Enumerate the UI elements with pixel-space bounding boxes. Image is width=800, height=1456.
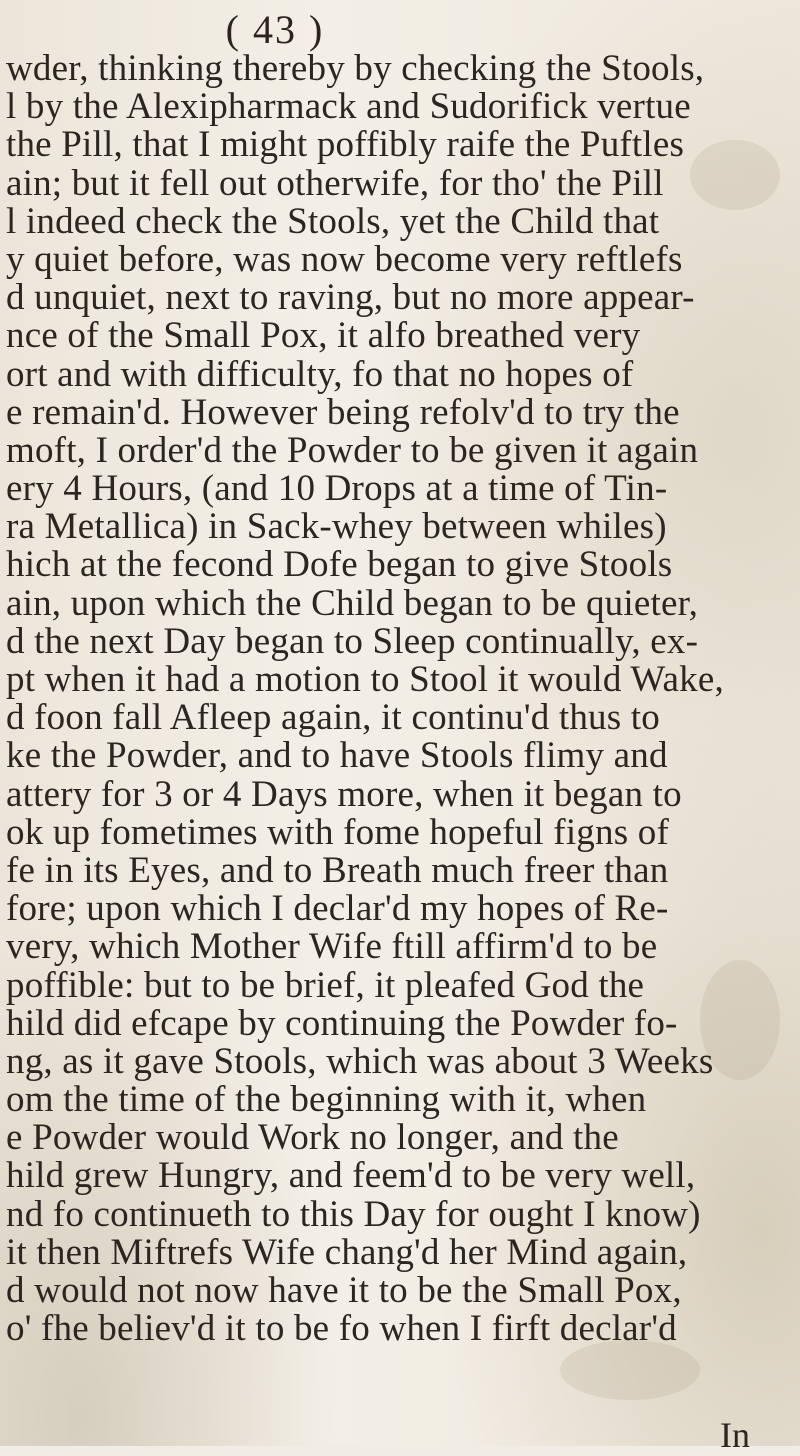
text-line: fore; upon which I declar'd my hopes of Re-: [6, 890, 669, 929]
text-line: e remain'd. However being refolv'd to try the: [6, 393, 680, 432]
text-line: ain, upon which the Child began to be quieter,: [6, 584, 699, 623]
text-line: o' fhe believ'd it to be fo when I firft declar'd: [6, 1310, 677, 1349]
text-line: om the time of the beginning with it, when: [6, 1081, 647, 1120]
body-text: [6, 50, 766, 1348]
text-line: l indeed check the Stools, yet the Child that: [6, 202, 660, 241]
text-line: d would not now have it to be the Small Pox,: [6, 1272, 682, 1311]
text-line: nd fo continueth to this Day for ought I know): [6, 1195, 701, 1234]
text-line: y quiet before, was now become very reftlefs: [6, 240, 683, 280]
text-line: attery for 3 or 4 Days more, when it began to: [6, 775, 682, 814]
catchword: In: [720, 1415, 750, 1455]
text-line: wder, thinking thereby by checking the Stools,: [6, 50, 705, 89]
text-line: ain; but it fell out otherwife, for tho' the Pill: [6, 164, 664, 203]
text-line: it then Miftrefs Wife chang'd her Mind again,: [6, 1233, 688, 1272]
text-line: fe in its Eyes, and to Breath much freer than: [6, 851, 669, 891]
text-line: nce of the Small Pox, it alfo breathed very: [6, 317, 641, 356]
page-footer: [0, 1414, 800, 1455]
text-line: ort and with difficulty, fo that no hopes of: [6, 355, 634, 394]
text-line: hild grew Hungry, and feem'd to be very well,: [6, 1157, 696, 1196]
text-line: hich at the fecond Dofe began to give Stools: [6, 546, 673, 585]
text-line: moft, I order'd the Powder to be given it again: [6, 431, 699, 471]
text-line: hild did efcape by continuing the Powder fo-: [6, 1004, 678, 1043]
text-line: ra Metallica) in Sack-whey between whiles): [6, 508, 667, 547]
text-line: l by the Alexipharmack and Sudorifick vertue: [6, 88, 691, 127]
text-line: very, which Mother Wife ftill affirm'd to be: [6, 928, 658, 967]
text-line: d foon fall Afleep again, it continu'd thus to: [6, 699, 660, 738]
text-line: pt when it had a motion to Stool it would Wake,: [6, 661, 724, 700]
text-line: ke the Powder, and to have Stools flimy and: [6, 737, 668, 776]
paper-stain: [560, 1340, 700, 1400]
text-line: d unquiet, next to raving, but no more appear-: [6, 279, 695, 318]
text-line: e Powder would Work no longer, and the: [6, 1119, 619, 1158]
text-line: the Pill, that I might poffibly raife the Puftles: [6, 126, 685, 165]
text-line: ok up fometimes with fome hopeful figns of: [6, 813, 669, 852]
page-number: ( 43 ): [225, 7, 325, 52]
text-line: ery 4 Hours, (and 10 Drops at a time of Tin-: [6, 470, 668, 509]
text-line: d the next Day began to Sleep continually, ex-: [6, 622, 699, 661]
text-line: ng, as it gave Stools, which was about 3 Weeks: [6, 1042, 714, 1082]
text-line: poffible: but to be brief, it pleafed God the: [6, 966, 645, 1005]
